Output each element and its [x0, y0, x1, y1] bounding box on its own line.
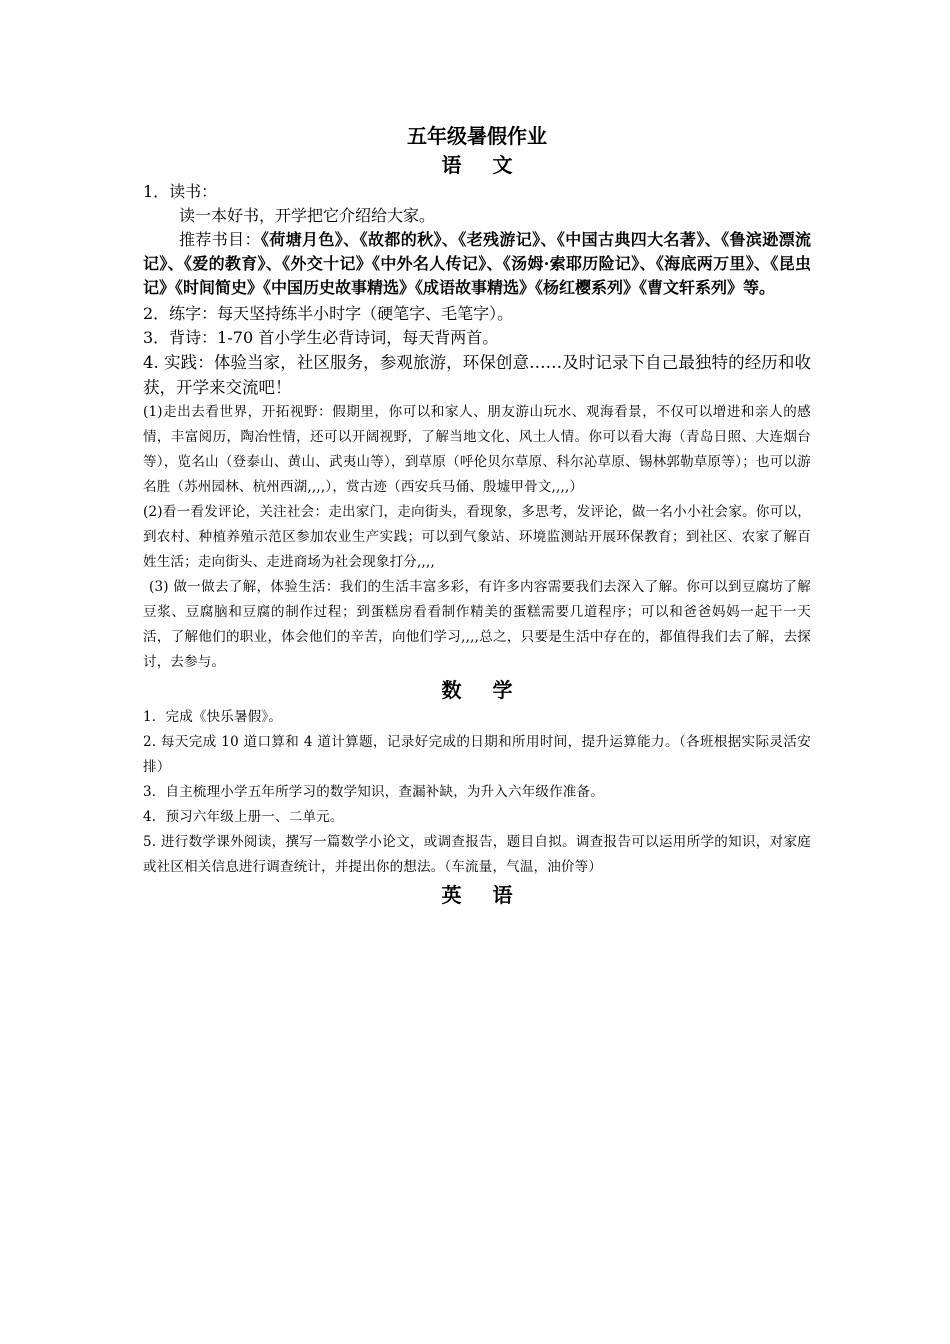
recommended-books-list: 《荷塘月色》、《故都的秋》、《老残游记》、《中国古典四大名著》、《鲁滨逊漂流记》、《爱的教育》、《外交十记》《中外名人传记》、《汤姆·索耶历险记》、《海底两万里》、《昆虫记》《时间简史》《中国历史故事精选》《成语故事精选》《杨红樱系列》《曹文轩系列》等。: [143, 230, 811, 297]
math-item-1: 1．完成《快乐暑假》。: [143, 709, 283, 725]
practice-sub-1: (1)走出去看世界，开拓视野：假期里，你可以和家人、朋友游山玩水、观海看景，不仅可以增进和亲人的感情，丰富阅历，陶冶性情，还可以开阔视野，了解当地文化、风土人情。你可以看大海（青岛日照、大连烟台等），览名山（登泰山、黄山、武夷山等），到草原（呼伦贝尔草原、科尔沁草原、锡林郭勒草原等）；也可以游名胜（苏州园林、杭州西湖,,,,），赏古迹（西安兵马俑、殷墟甲骨文,,,,）: [143, 404, 811, 495]
math-heading: 数 学: [441, 678, 525, 702]
practice-item: 4. 实践：体验当家，社区服务，参观旅游，环保创意……及时记录下自己最独特的经历和收获，开学来交流吧！: [143, 353, 811, 397]
recommended-books: [143, 228, 811, 300]
math-item-2: 2. 每天完成 10 道口算和 4 道计算题，记录好完成的日期和所用时间，提升运算能力。（各班根据实际灵活安排）: [143, 734, 811, 775]
document-page: [143, 122, 811, 910]
english-heading: 英 语: [441, 883, 525, 907]
practice-sub-2: (2)看一看发评论，关注社会：走出家门，走向街头，看现象，多思考，发评论，做一名小小社会家。你可以，到农村、种植养殖示范区参加农业生产实践；可以到气象站、环境监测站开展环保教育；到社区、农家了解百姓生活；走向街头、走进商场为社会现象打分,,,,: [143, 504, 811, 570]
poetry-item: 3．背诗：1-70 首小学生必背诗词，每天背两首。: [143, 328, 499, 347]
math-item-4: 4．预习六年级上册一、二单元。: [143, 809, 344, 825]
math-item-5: 5. 进行数学课外阅读，撰写一篇数学小论文，或调查报告，题目自拟。调查报告可以运用所学的知识，对家庭或社区相关信息进行调查统计，并提出你的想法。（车流量，气温，油价等）: [143, 834, 811, 875]
recommended-books-label: 推荐书目：: [179, 230, 261, 249]
reading-item: 1．读书：: [143, 182, 218, 201]
chinese-heading: 语 文: [441, 153, 525, 177]
math-item-3: 3．自主梳理小学五年所学习的数学知识，查漏补缺，为升入六年级作准备。: [143, 784, 604, 800]
document-title: 五年级暑假作业: [407, 124, 547, 148]
reading-instruction: 读一本好书，开学把它介绍给大家。: [179, 206, 436, 225]
practice-sub-3: (3) 做一做去了解，体验生活：我们的生活丰富多彩，有许多内容需要我们去深入了解。你可以到豆腐坊了解豆浆、豆腐脑和豆腐的制作过程；到蛋糕房看看制作精美的蛋糕需要几道程序；可以和爸爸妈妈一起干一天活，了解他们的职业，体会他们的辛苦，向他们学习,,,,总之，只要是生活中存在的，都值得我们去了解，去探讨，去参与。: [143, 579, 811, 670]
calligraphy-item: 2．练字：每天坚持练半小时字（硬笔字、毛笔字）。: [143, 304, 514, 323]
